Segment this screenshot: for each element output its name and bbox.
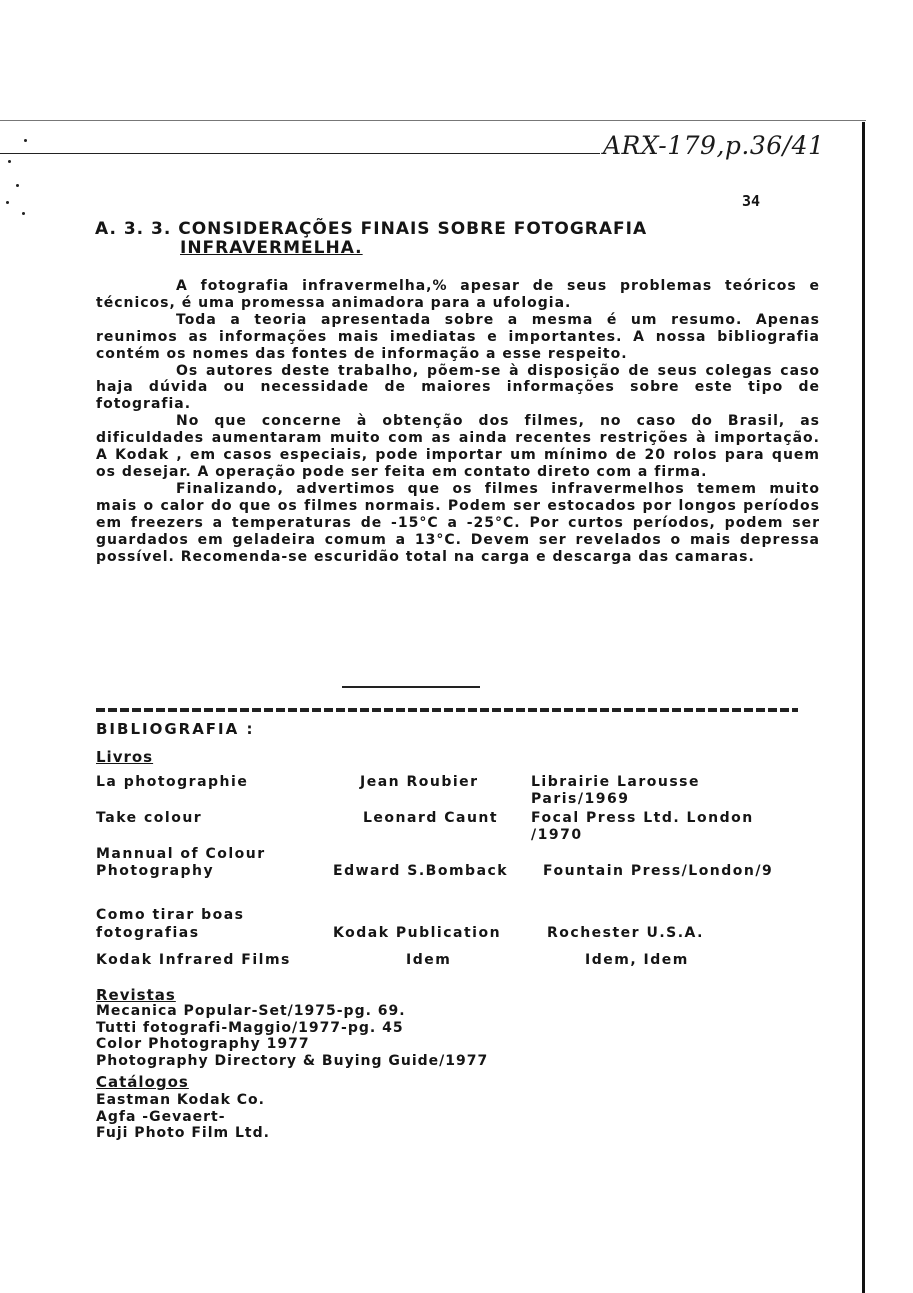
left-mark-rule (0, 153, 600, 154)
book-author: Jean Roubier (360, 774, 479, 790)
page-number: 34 (742, 192, 761, 210)
book-title-line2: fotografias (96, 925, 200, 941)
book-author: Edward S.Bomback (333, 863, 509, 879)
paragraph: Toda a teoria apresentada sobre a mesma é um resumo. Apenas reunimos as informações mais imediatas e importantes. A nossa bibliografia contém os nomes das fontes de informação a esse respeito. (96, 311, 820, 362)
list-item: Color Photography 1977 (96, 1036, 310, 1052)
book-title: Mannual of Colour (96, 846, 266, 862)
book-author: Idem (406, 952, 452, 968)
book-title: La photographie (96, 774, 249, 790)
paragraph: No que concerne à obtenção dos filmes, no caso do Brasil, as dificuldades aumentaram muito com as ainda recentes restrições à importação. A Kodak , em casos especiais, pode importar um mínimo de 20 rolos para quem os desejar. A operação pode ser feita em contato direto com a firma. (96, 413, 820, 480)
bibliography-label: BIBLIOGRAFIA : (96, 720, 255, 738)
magazines-heading: Revistas (96, 986, 176, 1004)
list-item: Tutti fotografi-Maggio/1977-pg. 45 (96, 1019, 404, 1036)
paragraph: A fotografia infravermelha,% apesar de seus problemas teóricos e técnicos, é uma promessa animadora para a ufologia. (96, 278, 820, 311)
book-publisher: Rochester U.S.A. (547, 925, 704, 941)
book-publisher: Fountain Press/London/9 (543, 863, 774, 879)
short-divider (342, 686, 480, 688)
archive-reference: ARX-179,p.36/41 (603, 131, 825, 160)
section-heading-continued: INFRAVERMELHA. (180, 238, 363, 258)
book-author: Kodak Publication (333, 925, 502, 941)
right-page-edge (862, 122, 865, 1293)
paragraph: Os autores deste trabalho, põem-se à disposição de seus colegas caso haja dúvida ou necessidade de maiores informações sobre este tipo de fotografia. (96, 362, 820, 413)
book-publisher: Librairie Larousse (531, 774, 700, 790)
book-publisher: Idem, Idem (585, 952, 689, 968)
list-item: Mecanica Popular-Set/1975-pg. 69. (96, 1003, 406, 1019)
book-title-line2: Photography (96, 863, 215, 879)
margin-dot (16, 184, 19, 187)
book-publisher-line2: Paris/1969 (531, 791, 630, 807)
paragraph: Finalizando, advertimos que os filmes infravermelhos temem muito mais o calor do que os filmes normais. Podem ser estocados por longos períodos em freezers a temperaturas de -15°C a -25°C. Por curtos períodos, podem ser guardados em geladeira comum a 13°C. Devem ser revelados o mais depressa possível. Recomenda-se escuridão total na carga e descarga das camaras. (96, 480, 820, 565)
top-rule (0, 120, 866, 121)
book-title: Kodak Infrared Films (96, 952, 291, 968)
book-publisher-line2: /1970 (531, 827, 583, 843)
book-author: Leonard Caunt (363, 810, 499, 826)
book-publisher: Focal Press Ltd. London (531, 810, 754, 826)
margin-dot (24, 139, 27, 142)
list-item: Fuji Photo Film Ltd. (96, 1125, 270, 1141)
margin-dot (22, 212, 25, 215)
margin-dot (8, 160, 11, 163)
dashed-divider (96, 708, 798, 712)
catalogs-heading: Catálogos (96, 1073, 189, 1091)
catalog-list (96, 1092, 270, 1142)
books-heading: Livros (96, 748, 154, 766)
list-item: Eastman Kodak Co. (96, 1092, 265, 1108)
book-title: Take colour (96, 810, 203, 826)
list-item: Agfa -Gevaert- (96, 1108, 226, 1125)
body-text (96, 278, 820, 565)
list-item: Photography Directory & Buying Guide/1977 (96, 1052, 489, 1069)
magazine-list (96, 1003, 488, 1069)
margin-dot (6, 201, 9, 204)
book-title: Como tirar boas (96, 907, 245, 923)
section-heading: A. 3. 3. CONSIDERAÇÕES FINAIS SOBRE FOTOGRAFIA (95, 219, 648, 239)
